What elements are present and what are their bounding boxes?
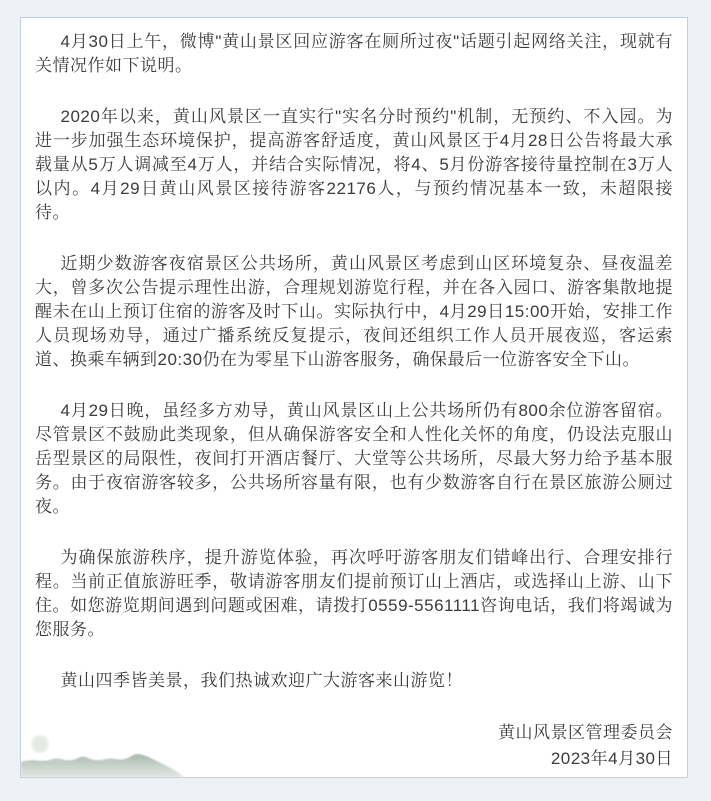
paragraph-welcome: 黄山四季皆美景，我们热诚欢迎广大游客来山游览！ — [60, 671, 463, 690]
paragraph-night-measures: 近期少数游客夜宿景区公共场所，黄山风景区考虑到山区环境复杂、昼夜温差大，曾多次公告提示理性出游，合理规划游览行程，并在各入园口、游客集散地提醒未在山上预订住宿的游客及时下山。实际执行中，4月29日15:00开始，安排工作人员现场劝导，通过广播系统反复提示，夜间还组织工作人员开展夜巡，客运索道、换乘车辆到20:30仍在为零星下山游客服务，确保最后一位游客安全下山。 — [35, 254, 673, 369]
paragraph-intro: 4月30日上午，微博"黄山景区回应游客在厕所过夜"话题引起网络关注，现就有关情况作如下说明。 — [35, 32, 673, 75]
announcement-card — [20, 17, 688, 778]
paragraph-overnight-visitors: 4月29日晚，虽经多方劝导，黄山风景区山上公共场所仍有800余位游客留宿。尽管景区不鼓励此类现象，但从确保游客安全和人性化关怀的角度，仍设法克服山岳型景区的局限性，夜间打开酒店餐厅、大堂等公共场所，尽最大努力给予基本服务。由于夜宿游客较多，公共场所容量有限，也有少数游客自行在景区旅游公厕过夜。 — [35, 401, 673, 516]
signature-date: 2023年4月30日 — [550, 749, 673, 768]
signature-block — [35, 720, 673, 772]
signature-org: 黄山风景区管理委员会 — [498, 723, 673, 742]
paragraph-advice-hotline: 为确保旅游秩序，提升游览体验，再次呼吁游客朋友们错峰出行、合理安排行程。当前正值旅游旺季，敬请游客朋友们提前预订山上酒店，或选择山上游、山下住。如您游览期间遇到问题或困难，请拨打0559-5561111咨询电话，我们将竭诚为您服务。 — [35, 548, 673, 639]
paragraph-reservation-policy: 2020年以来，黄山风景区一直实行"实名分时预约"机制，无预约、不入园。为进一步加强生态环境保护，提高游客舒适度，黄山风景区于4月28日公告将最大承载量从5万人调减至4万人，并结合实际情况，将4、5月份游客接待量控制在3万人以内。4月29日黄山风景区接待游客22176人，与预约情况基本一致，未超限接待。 — [35, 107, 673, 222]
